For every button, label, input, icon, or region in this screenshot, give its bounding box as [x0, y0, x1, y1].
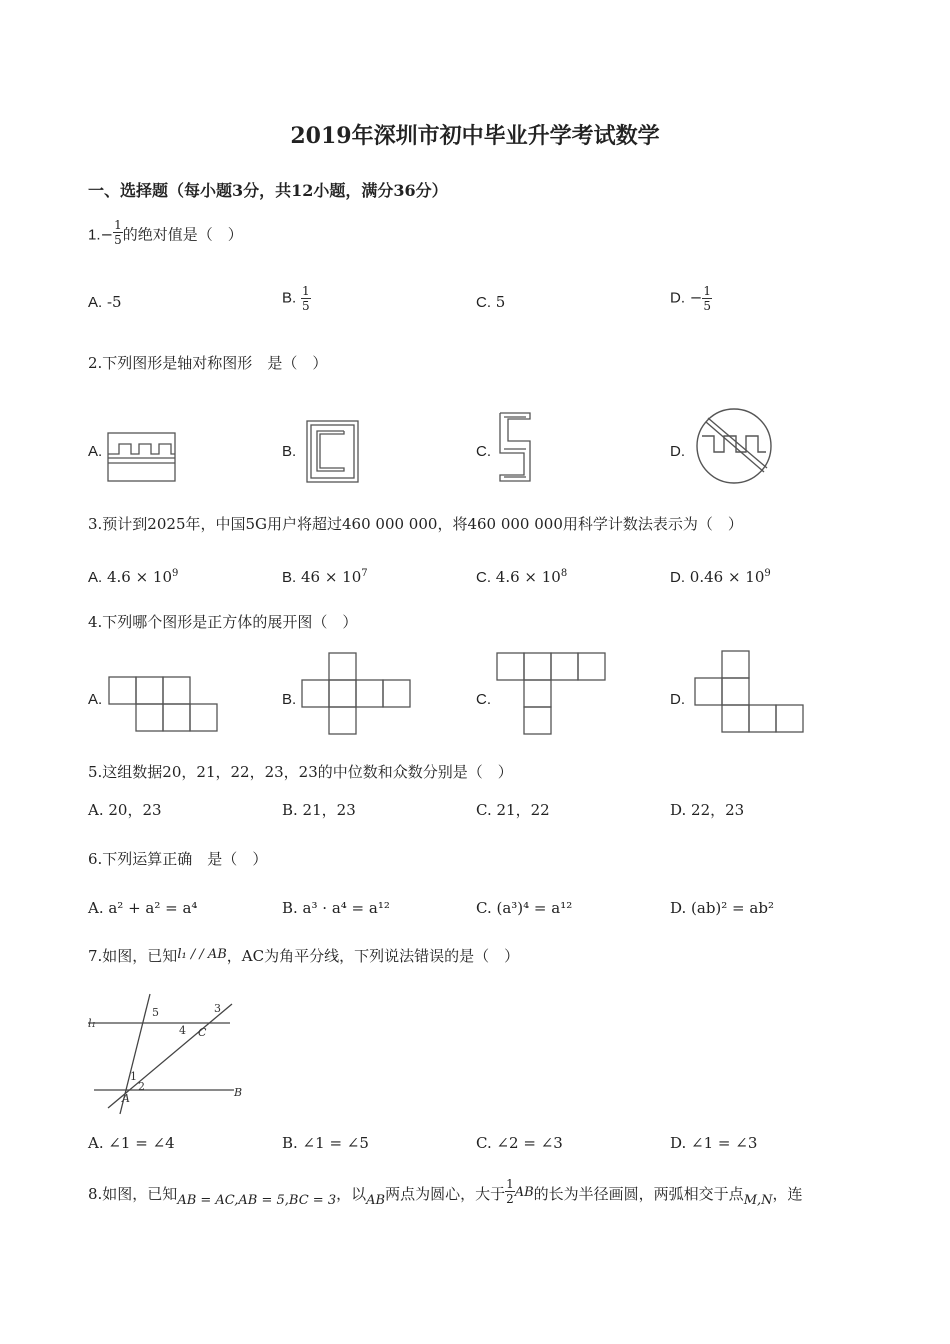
- label-l1: l₁: [88, 1017, 96, 1030]
- label-3: 3: [214, 1002, 221, 1015]
- option-c[interactable]: C.: [476, 691, 491, 708]
- figure-parallel-lines: [86, 990, 256, 1120]
- option-label: A.: [88, 294, 103, 311]
- net-a: [108, 676, 220, 734]
- question-text: 的绝对值是（ ）: [122, 225, 243, 244]
- page-title: 2019年深圳市初中毕业升学考试数学: [290, 123, 660, 149]
- fraction-denominator: 5: [114, 233, 122, 247]
- option-a[interactable]: [88, 564, 178, 588]
- option-b[interactable]: B.: [282, 691, 297, 708]
- option-b[interactable]: B. 21，23: [282, 801, 356, 819]
- fraction-numerator: 1: [506, 1176, 514, 1191]
- question-text: 两点为圆心，大于: [385, 1185, 506, 1203]
- option-label: D.: [670, 289, 685, 307]
- math-expression: M,N: [743, 1193, 773, 1208]
- option-label: A.: [88, 569, 103, 586]
- fraction: [113, 218, 123, 247]
- option-d[interactable]: D. ∠1 = ∠3: [670, 1134, 758, 1152]
- fraction-numerator: 1: [301, 284, 310, 298]
- option-label: C.: [476, 569, 491, 586]
- option-a[interactable]: [88, 292, 122, 313]
- question-7: [88, 946, 519, 968]
- question-1: [88, 218, 243, 247]
- figure-square-c: [306, 420, 360, 484]
- fraction: [505, 1177, 515, 1206]
- option-d[interactable]: [670, 564, 771, 588]
- label-c: C: [198, 1026, 207, 1039]
- exponent: 9: [764, 568, 771, 579]
- question-number: 1.: [88, 226, 101, 244]
- option-c[interactable]: C.: [476, 443, 491, 460]
- exponent: 7: [361, 568, 368, 579]
- fraction-denominator: 5: [703, 299, 711, 313]
- option-c[interactable]: [476, 564, 567, 588]
- option-b[interactable]: [282, 564, 368, 588]
- label-4: 4: [179, 1024, 186, 1037]
- question-text: ，连: [772, 1185, 803, 1203]
- option-b[interactable]: [282, 284, 311, 313]
- question-2: 2.下列图形是轴对称图形 是（ ）: [88, 354, 328, 372]
- option-text: 4.6 × 10: [495, 568, 561, 586]
- option-d[interactable]: D. 22，23: [670, 801, 745, 819]
- fraction-numerator: 1: [703, 284, 711, 298]
- option-a[interactable]: A. ∠1 = ∠4: [88, 1134, 175, 1152]
- option-d[interactable]: D.: [670, 443, 685, 460]
- fraction-denominator: 5: [301, 299, 310, 313]
- net-d: [694, 650, 806, 734]
- question-6: 6.下列运算正确 是（ ）: [88, 850, 268, 868]
- option-d[interactable]: [670, 284, 712, 313]
- section-heading: 一、选择题（每小题3分，共12小题，满分36分）: [88, 181, 448, 200]
- question-text: ，以: [336, 1185, 367, 1203]
- option-text: 5: [495, 293, 506, 311]
- option-label: B.: [282, 569, 297, 586]
- label-5: 5: [152, 1006, 159, 1019]
- minus-sign: −: [689, 288, 703, 307]
- option-a[interactable]: A.: [88, 443, 103, 460]
- question-text: ，AC为角平分线，下列说法错误的是（ ）: [226, 947, 520, 965]
- exponent: 8: [560, 568, 568, 579]
- option-d[interactable]: D.: [670, 691, 685, 708]
- option-text: 46 × 10: [300, 568, 362, 586]
- math-expression: AB = AC,AB = 5,BC = 3: [177, 1193, 337, 1208]
- math-expression: l₁ / / AB: [177, 947, 227, 962]
- net-b: [301, 652, 413, 736]
- option-a[interactable]: A.: [88, 691, 103, 708]
- net-c: [496, 652, 608, 736]
- math-expression: AB: [366, 1193, 386, 1208]
- question-4: 4.下列哪个图形是正方体的展开图（ ）: [88, 613, 358, 631]
- option-c[interactable]: C. ∠2 = ∠3: [476, 1134, 563, 1152]
- option-c[interactable]: C. (a³)⁴ = a¹²: [476, 899, 573, 917]
- option-label: D.: [670, 569, 685, 586]
- question-5: 5.这组数据20，21，22，23，23的中位数和众数分别是（ ）: [88, 763, 513, 781]
- label-2: 2: [138, 1080, 145, 1093]
- option-d[interactable]: D. (ab)² = ab²: [670, 899, 774, 917]
- figure-s-shape: [498, 411, 534, 487]
- option-label: B.: [282, 289, 297, 307]
- option-c[interactable]: C. 21，22: [476, 801, 550, 819]
- question-8: [88, 1176, 803, 1208]
- question-3: 3.预计到2025年，中国5G用户将超过460 000 000，将460 000 000用科学计数法表示为（ ）: [88, 515, 743, 533]
- math-expression: AB: [514, 1185, 534, 1200]
- option-a[interactable]: A. 20，23: [88, 801, 162, 819]
- label-a: A: [122, 1092, 130, 1105]
- question-text: 8.如图，已知: [88, 1185, 178, 1203]
- label-b: B: [234, 1086, 243, 1099]
- option-a[interactable]: A. a² + a² = a⁴: [88, 899, 198, 917]
- exponent: 9: [172, 568, 179, 579]
- option-text: -5: [106, 293, 122, 311]
- question-text: 7.如图，已知: [88, 947, 178, 965]
- figure-battlement: [107, 432, 177, 484]
- option-text: 4.6 × 10: [106, 568, 173, 586]
- minus-sign: −: [100, 225, 114, 244]
- fraction-numerator: 1: [114, 218, 122, 232]
- label-1: 1: [130, 1070, 137, 1083]
- figure-no-sign: [694, 406, 774, 486]
- option-b[interactable]: B. a³ · a⁴ = a¹²: [282, 899, 390, 917]
- fraction: [702, 284, 712, 313]
- fraction: [301, 284, 311, 313]
- option-b[interactable]: B.: [282, 443, 297, 460]
- option-b[interactable]: B. ∠1 = ∠5: [282, 1134, 369, 1152]
- option-text: 0.46 × 10: [689, 568, 765, 586]
- option-label: C.: [476, 294, 491, 311]
- question-text: 的长为半径画圆，两弧相交于点: [533, 1185, 744, 1203]
- option-c[interactable]: [476, 292, 505, 313]
- fraction-denominator: 2: [506, 1191, 514, 1206]
